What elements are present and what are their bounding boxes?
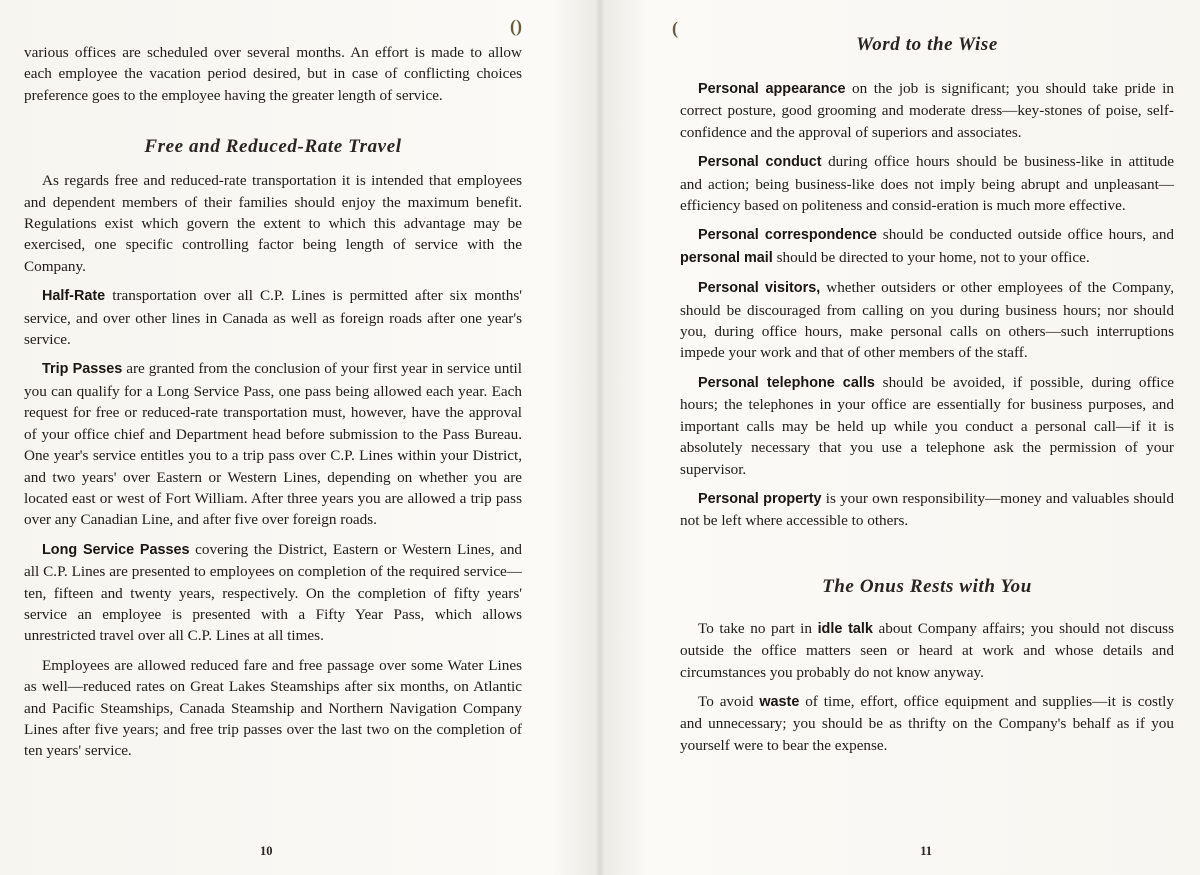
- text-idle-talk-a: To take no part in: [698, 619, 818, 637]
- term-waste: waste: [759, 693, 800, 710]
- term-half-rate: Half-Rate: [42, 288, 106, 305]
- section-heading-onus: The Onus Rests with You: [822, 575, 1032, 597]
- text-telephone: should be avoided, if possible, during office hours; the telephones in your office are essentially for business purposes, and important calls may be held up while you conduct a personal call—if it is absolutely necessary that you use a telephone ask the permission of your supervisor.: [680, 373, 1174, 478]
- text-waste-a: To avoid: [698, 692, 760, 710]
- term-idle-talk: idle talk: [817, 620, 873, 637]
- paragraph-correspondence: [680, 224, 1174, 269]
- term-appearance: Personal appearance: [698, 81, 846, 97]
- paragraph-appearance: [680, 78, 1174, 143]
- term-conduct: Personal conduct: [698, 154, 822, 171]
- text-idle-talk-b: about Company affairs; you should not discuss outside the office matters seen or heard at work and whose details and circumstances you probably do not know anyway.: [680, 619, 1174, 681]
- text-trip-passes: are granted from the conclusion of your first year in service until you can qualify for a Long Service Pass, one pass being allowed each year. Each request for free or reduced-rate transportation must, however, have the approval of your office chief and Department head before submission to the Pass Bureau. One year's service entitles you to a trip pass over C.P. Lines within your District, and two years' over Eastern or Western Lines, depending on whether you are located east or west of Fort William. After three years you are allowed a trip pass over any Canadian Line, and after five over foreign roads.: [24, 360, 522, 529]
- text-long-service: covering the District, Eastern or Western Lines, and all C.P. Lines are presented to employees on completion of the required service—ten, fifteen and twenty years, respectively. On the completion of fifty years' service an employee is presented with a Fifty Year Pass, which allows unrestricted travel over all C.P. Lines at all times.: [24, 540, 523, 645]
- text-conduct: during office hours should be business-like in attitude and action; being business-like does not imply being abrupt and unpleasant—efficiency based on politeness and consid-eration is much more effective.: [680, 153, 1175, 215]
- term-personal-mail: personal mail: [680, 249, 773, 266]
- paragraph-water-lines: Employees are allowed reduced fare and free passage over some Water Lines as well—reduced rates on Great Lakes Steamships after six months, on Atlantic and Pacific Steamships, Canada Steamship and Northern Navigation Company Lines after five years; and free trip passes over the last two on the completion of ten years' service.: [24, 656, 522, 760]
- text-property: is your own responsibility—money and valuables should not be left where accessible to others.: [680, 489, 1174, 530]
- text-half-rate: transportation over all C.P. Lines is permitted after six months' service, and over other lines in Canada as well as foreign roads after one year's service.: [24, 287, 522, 349]
- text-waste-b: of time, effort, office equipment and supplies—it is costly and unnecessary; you should be as thrifty on the Company's behalf as if you yourself were to bear the expense.: [680, 692, 1174, 754]
- paragraph-conduct: [680, 151, 1174, 216]
- text-correspondence-a: should be conducted outside office hours, and: [876, 226, 1175, 244]
- paragraph-visitors: [680, 277, 1174, 364]
- term-correspondence: Personal correspondence: [698, 227, 877, 244]
- text-correspondence-b: should be directed to your home, not to your office.: [772, 248, 1090, 266]
- text-visitors: whether outsiders or other employees of the Company, should be discouraged from calling on you during business hours; nor should you, during office hours, make personal calls on others—such interruptions impede your work and that of other members of the staff.: [680, 279, 1174, 362]
- text-appearance: on the job is significant; you should take pride in correct posture, good grooming and moderate dress—key-stones of poise, self-confidence and the approval of superiors and associates.: [680, 80, 1174, 141]
- paragraph-long-service: [24, 539, 522, 647]
- right-page: [600, 0, 1200, 875]
- paragraph-intro: As regards free and reduced-rate transportation it is intended that employees and dependent members of their families should enjoy the maximum benefit. Regulations exist which govern the extent to which this advantage may be exercised, one specific controlling factor being length of service with the Company.: [24, 172, 522, 275]
- page-number-left: 10: [260, 844, 273, 858]
- paragraph-half-rate: [24, 285, 522, 350]
- paragraph-property: [680, 488, 1174, 532]
- section-heading-wise: Word to the Wise: [856, 34, 998, 55]
- term-telephone: Personal telephone calls: [698, 374, 875, 391]
- paragraph-trip-passes: [24, 358, 522, 530]
- punch-hole-mark: (): [510, 16, 522, 36]
- paragraph-idle-talk: [680, 618, 1174, 683]
- paragraph-telephone: [680, 372, 1174, 480]
- term-visitors: Personal visitors,: [698, 280, 821, 297]
- paragraph-waste: [680, 691, 1174, 756]
- punch-hole-mark: (: [672, 18, 678, 38]
- page-number-right: 11: [920, 844, 932, 858]
- continued-paragraph: various offices are scheduled over several months. An effort is made to allow each employee the vacation period desired, but in case of conflicting choices preference goes to the employee having the greater length of service.: [24, 44, 522, 104]
- term-trip-passes: Trip Passes: [42, 361, 123, 378]
- term-property: Personal property: [698, 490, 822, 507]
- term-long-service: Long Service Passes: [42, 541, 190, 558]
- section-heading-travel: Free and Reduced-Rate Travel: [144, 136, 402, 158]
